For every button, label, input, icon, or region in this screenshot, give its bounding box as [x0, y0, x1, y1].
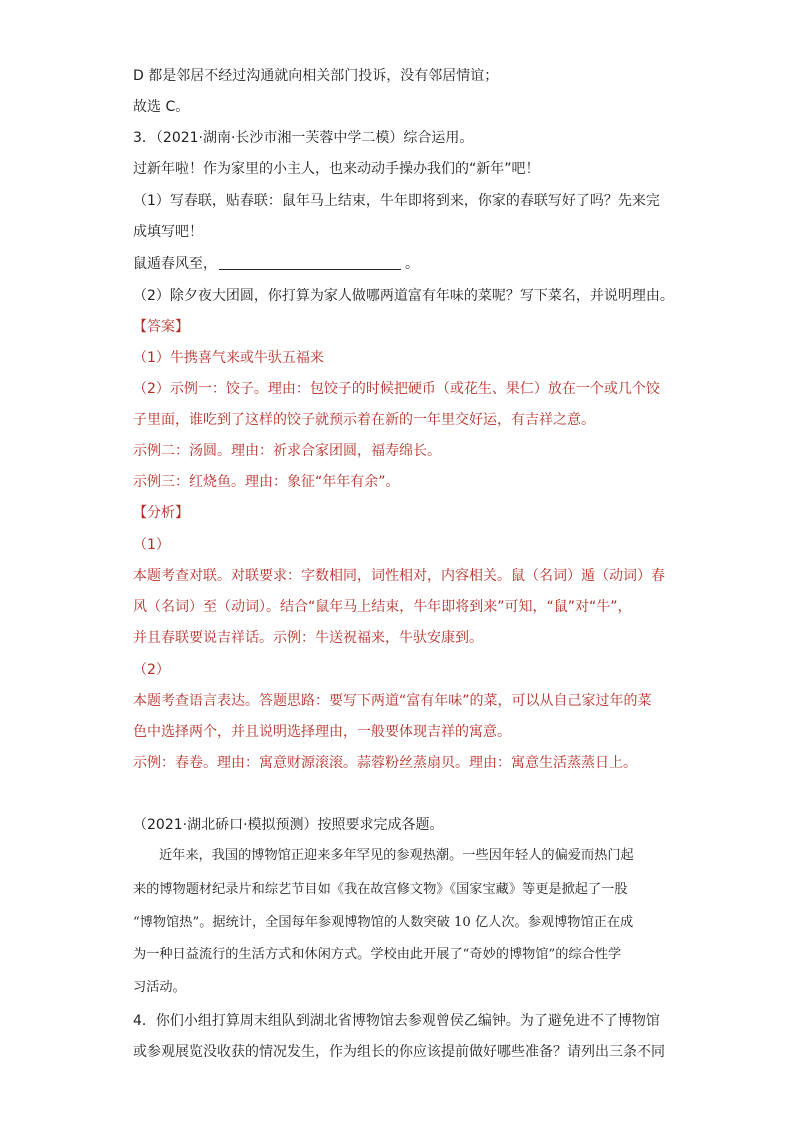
reading-passage-line-4: 为一种日益流行的生活方式和休闲方式。学校由此开展了“奇妙的博物馆”的综合性学 [133, 947, 622, 962]
question-4-text-cont: 或参观展览没收获的情况发生，作为组长的你应该提前做好哪些准备？请列出三条不同 [133, 1044, 665, 1060]
analysis-part-2-label: （2） [133, 662, 170, 678]
analysis-part-2-text: 本题考查语言表达。答题思路：要写下两道“富有年味”的菜，可以从自己家过年的菜 [133, 693, 652, 709]
couplet-answer-blank[interactable] [219, 255, 401, 270]
analysis-part-1-text: 本题考查对联。对联要求：字数相同，词性相对，内容相关。鼠（名词）遁（动词）春 [133, 568, 665, 584]
question-3-part-1: （1）写春联，贴春联：鼠年马上结束，牛年即将到来，你家的春联写好了吗？先来完 [133, 193, 660, 209]
answer-heading: 【答案】 [133, 319, 189, 335]
analysis-part-1-text-3: 并且春联要说吉祥话。示例：牛送祝福来，牛驮安康到。 [133, 630, 483, 646]
answer-example-1-cont: 子里面，谁吃到了这样的饺子就预示着在新的一年里交好运，有吉祥之意。 [133, 412, 595, 428]
analysis-part-2-text-2: 色中选择两个，并且说明选择理由，一般要体现吉祥的寓意。 [133, 724, 511, 740]
prev-analysis-option-d: D 都是邻居不经过沟通就向相关部门投诉，没有邻居情谊； [133, 68, 499, 84]
question-3-part-1-cont: 成填写吧！ [133, 224, 203, 240]
analysis-heading: 【分析】 [133, 505, 189, 521]
section-heading: （2021·湖北硚口·模拟预测）按照要求完成各题。 [133, 817, 444, 833]
reading-passage-line-2: 来的博物题材纪录片和综艺节目如《我在故宫修文物》《国家宝藏》等更是掀起了一股 [133, 882, 628, 897]
answer-example-2: 示例二：汤圆。理由：祈求合家团圆，福寿绵长。 [133, 443, 441, 459]
analysis-part-1-label: （1） [133, 537, 170, 553]
reading-passage-line-1: 近年来，我国的博物馆正迎来多年罕见的参观热潮。一些因年轻人的偏爱而热门起 [159, 848, 634, 863]
answer-part-1: （1）牛携喜气来或牛驮五福来 [133, 350, 324, 366]
reading-passage-line-5: 习活动。 [133, 980, 186, 995]
question-3-intro: 过新年啦！作为家里的小主人，也来动动手操办我们的“新年”吧！ [133, 161, 540, 177]
couplet-first-half: 鼠遁春风至， [133, 256, 217, 272]
prev-answer-choice: 故选 C。 [133, 99, 190, 115]
couplet-period: 。 [405, 256, 419, 272]
question-4-text: 4．你们小组打算周末组队到湖北省博物馆去参观曾侯乙编钟。为了避免进不了博物馆 [133, 1013, 660, 1029]
question-3-heading: 3．（2021·湖南·长沙市湘一芙蓉中学二模）综合运用。 [133, 130, 474, 146]
analysis-part-2-example: 示例：春卷。理由：寓意财源滚滚。蒜蓉粉丝蒸扇贝。理由：寓意生活蒸蒸日上。 [133, 755, 637, 771]
couplet-fill-line [133, 254, 419, 274]
question-3-part-2: （2）除夕夜大团圆，你打算为家人做哪两道富有年味的菜呢？写下菜名，并说明理由。 [133, 288, 674, 304]
answer-example-3: 示例三：红烧鱼。理由：象征“年年有余”。 [133, 474, 400, 490]
reading-passage-line-3: “博物馆热”。据统计，全国每年参观博物馆的人数突破 10 亿人次。参观博物馆正在成 [133, 915, 634, 930]
answer-example-1: （2）示例一：饺子。理由：包饺子的时候把硬币（或花生、果仁）放在一个或几个饺 [133, 381, 660, 397]
analysis-part-1-text-2: 风（名词）至（动词）。结合“鼠年马上结束，牛年即将到来”可知，“鼠”对“牛”， [133, 599, 632, 615]
